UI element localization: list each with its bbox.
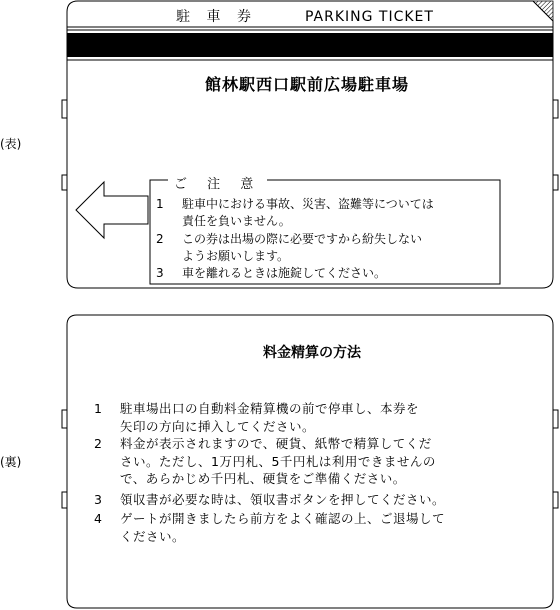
back-side-label: (裏) xyxy=(0,455,22,469)
ticket-header xyxy=(70,6,540,26)
insert-arrow-icon xyxy=(76,182,148,238)
magnetic-stripe xyxy=(67,33,553,57)
front-side-label: (表) xyxy=(0,137,22,151)
notice-item: 3 車を離れるときは施錠してください。 xyxy=(156,266,387,280)
notice-item: 2 この券は出場の際に必要ですから紛失しない ようお願いします。 xyxy=(156,232,423,263)
payment-method-title: 料金精算の方法 xyxy=(263,345,361,361)
header-en: PARKING TICKET xyxy=(304,9,434,25)
notice-item: 1 駐車中における事故、災害、盗難等については 責任を負いません。 xyxy=(156,197,434,228)
parking-lot-name: 館林駅西口駅前広場駐車場 xyxy=(204,75,409,94)
method-item: 2 料金が表示されますので、硬貨、紙幣で精算してくだ さい。ただし、1万円札、5千円札は利用できませんの で、あらかじめ千円札、硬貨をご準備ください。 xyxy=(94,436,436,486)
method-item: 4 ゲートが開きましたら前方をよく確認の上、ご退場して ください。 xyxy=(94,511,446,544)
method-item: 3 領収書が必要な時は、領収書ボタンを押してください。 xyxy=(94,492,446,507)
notice-heading: ご 注 意 xyxy=(168,173,267,192)
method-item: 1 駐車場出口の自動料金精算機の前で停車し、本券を 矢印の方向に挿入してください。 xyxy=(94,401,420,434)
header-jp: 駐 車 券 xyxy=(176,9,257,25)
